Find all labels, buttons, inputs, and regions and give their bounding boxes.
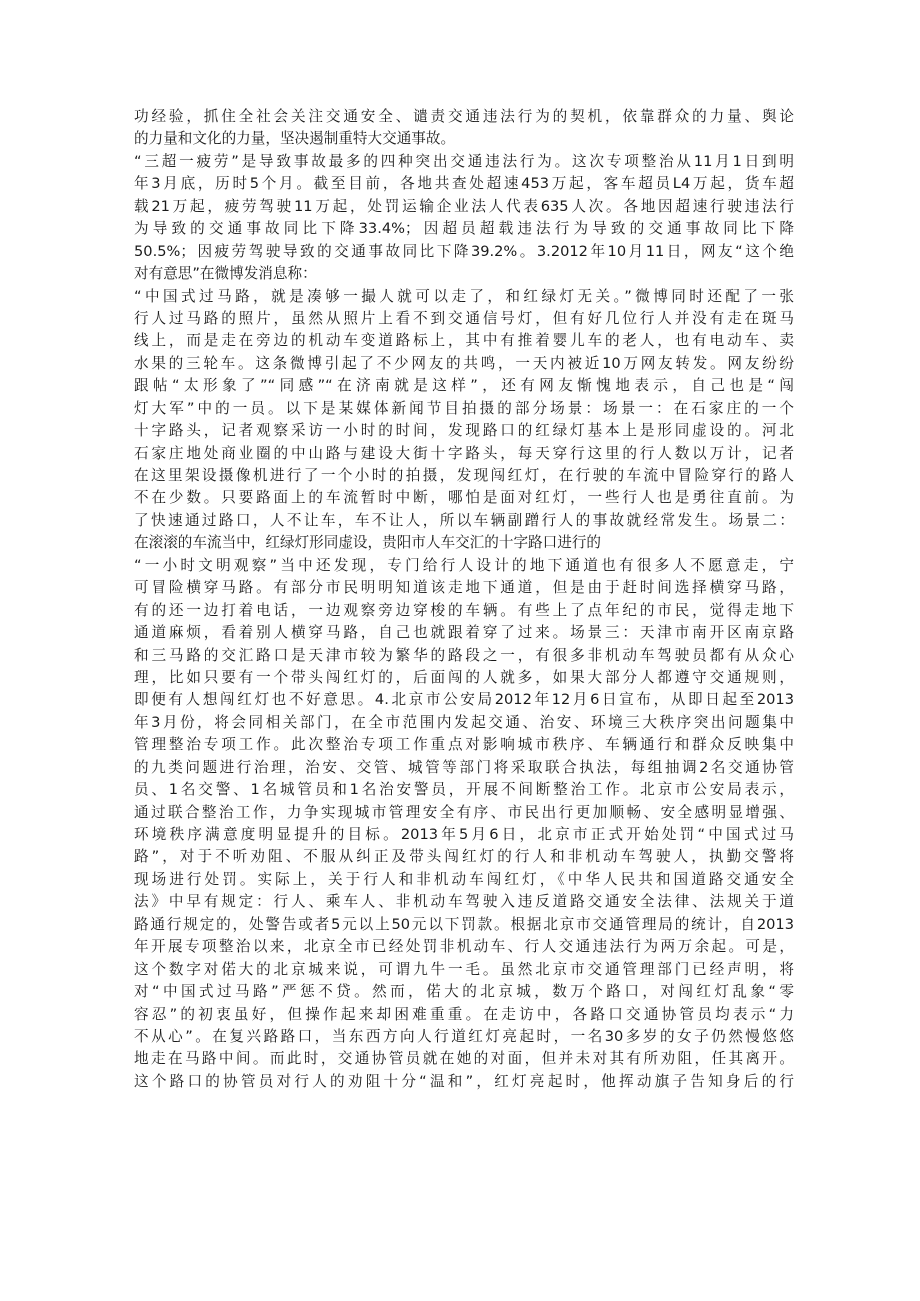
text-line: 和三马路的交汇路口是天津市较为繁华的路段之一，有很多非机动车驾驶员都有从众心: [134, 646, 794, 664]
text-line: 不从心”。在复兴路路口，当东西方向人行道红灯亮起时，一名30多岁的女子仍然慢悠悠: [134, 1027, 794, 1045]
text-line: 载21万起，疲劳驾驶11万起，处罚运输企业法人代表635人次。各地因超速行驶违法行: [134, 197, 794, 215]
text-line: 可冒险横穿马路。有部分市民明明知道该走地下通道，但是由于赶时间选择横穿马路，: [134, 579, 794, 597]
text-line: 年开展专项整治以来，北京全市已经处罚非机动车、行人交通违法行为两万余起。可是，: [134, 938, 794, 956]
text-line: 地走在马路中间。而此时，交通协管员就在她的对面，但并未对其有所劝阻，任其离开。: [134, 1050, 794, 1068]
text-line: 的九类问题进行治理，治安、交管、城管等部门将采取联合执法，每组抽调2名交通协管: [134, 758, 794, 776]
text-line: 法》中早有规定：行人、乘车人、非机动车驾驶入违反道路交通安全法律、法规关于道: [134, 893, 794, 911]
text-line: 50.5%；因疲劳驾驶导致的交通事故同比下降39.2%。3.2012年10月11日，网友“这个绝: [134, 242, 794, 260]
text-line: “一小时文明观察”当中还发现，专门给行人设计的地下通道也有很多人不愿意走，宁: [134, 556, 794, 574]
text-line: 在这里架设摄像机进行了一个小时的拍摄，发现闯红灯，在行驶的车流中冒险穿行的路人: [134, 467, 794, 484]
text-line: “中国式过马路，就是凑够一撮人就可以走了，和红绿灯无关。”微博同时还配了一张: [134, 287, 794, 305]
text-line: 为导致的交通事故同比下降33.4%；因超员超载违法行为导致的交通事故同比下降: [134, 220, 794, 238]
text-line: 年3月份，将会同相关部门，在全市范围内发起交通、治安、环境三大秩序突出问题集中: [134, 713, 794, 731]
text-line: 石家庄地处商业圈的中山路与建设大街十字路头，每天穿行这里的行人数以万计，记者: [134, 444, 794, 462]
text-line: 功经验，抓住全社会关注交通安全、谴责交通违法行为的契机，依靠群众的力量、舆论: [134, 108, 794, 125]
text-line: 现场进行处罚。实际上，关于行人和非机动车闯红灯，《中华人民共和国道路交通安全: [134, 870, 794, 888]
text-line: 员、1名交警、1名城管员和1名治安警员，开展不间断整治工作。北京市公安局表示，: [134, 781, 794, 799]
text-line: 对有意思”在微博发消息称：: [134, 265, 317, 283]
text-line: 在滚滚的车流当中，红绿灯形同虚设，贵阳市人车交汇的十字路口进行的: [134, 534, 602, 552]
text-line: 通道麻烦，看着别人横穿马路，自己也就跟着穿了过来。场景三：天津市南开区南京路: [134, 624, 794, 642]
text-line: 灯大军”中的一员。以下是某媒体新闻节目拍摄的部分场景：场景一：在石家庄的一个: [134, 399, 794, 417]
text-line: 十字路头，记者观察采访一小时的时间，发现路口的红绿灯基本上是形同虚设的。河北: [134, 422, 794, 440]
text-line: 了快速通过路口，人不让车，车不让人，所以车辆副蹭行人的事故就经常发生。场景二：: [134, 511, 794, 529]
text-line: 路通行规定的，处警告或者5元以上50元以下罚款。根据北京市交通管理局的统计，自2013: [134, 915, 794, 933]
text-line: 路”，对于不听劝阻、不服从纠正及带头闯红灯的行人和非机动车驾驶人，执勤交警将: [134, 848, 794, 866]
text-line: “三超一疲劳”是导致事故最多的四种突出交通违法行为。这次专项整治从11月1日到明: [134, 152, 794, 170]
text-line: 环境秩序满意度明显提升的目标。2013年5月6日，北京市正式开始处罚“中国式过马: [134, 826, 794, 843]
text-line: 这个数字对偌大的北京城来说，可谓九牛一毛。虽然北京市交通管理部门已经声明，将: [134, 960, 794, 978]
text-line: 理，比如只要有一个带头闯红灯的，后面闯的人就多，如果大部分人都遵守交通规则，: [134, 668, 794, 686]
text-line: 对“中国式过马路”严惩不贷。然而，偌大的北京城，数万个路口，对闯红灯乱象“零: [134, 983, 794, 1001]
text-line: 这个路口的协管员对行人的劝阻十分“温和”，红灯亮起时，他挥动旗子告知身后的行: [134, 1072, 794, 1090]
text-line: 有的还一边打着电话，一边观察旁边穿梭的车辆。有些上了点年纪的市民，觉得走地下: [134, 601, 794, 619]
text-line: 行人过马路的照片，虽然从照片上看不到交通信号灯，但有好几位行人并没有走在斑马: [134, 309, 794, 327]
text-line: 线上，而是走在旁边的机动车变道路标上，其中有推着婴儿车的老人，也有电动车、卖: [134, 332, 794, 350]
text-line: 容忍”的初衷虽好，但操作起来却困难重重。在走访中，各路口交通协管员均表示“力: [134, 1005, 794, 1023]
body-text: [134, 106, 794, 1093]
text-line: 管理整治专项工作。此次整治专项工作重点对影响城市秩序、车辆通行和群众反映集中: [134, 736, 794, 754]
text-line: 通过联合整治工作，力争实现城市管理安全有序、市民出行更加顺畅、安全感明显增强、: [134, 803, 794, 821]
text-line: 的力量和文化的力量，坚决遏制重特大交通事故。: [134, 130, 456, 148]
text-line: 水果的三轮车。这条微博引起了不少网友的共鸣，一天内被近10万网友转发。网友纷纷: [134, 354, 794, 372]
text-line: 跟帖“太形象了”“同感”“在济南就是这样”，还有网友惭愧地表示，自己也是“闯: [134, 377, 794, 395]
text-line: 即便有人想闯红灯也不好意思。4.北京市公安局2012年12月6日宣布，从即日起至2013: [134, 691, 794, 709]
text-line: 不在少数。只要路面上的车流暂时中断，哪怕是面对红灯，一些行人也是勇往直前。为: [134, 489, 794, 507]
text-line: 年3月底，历时5个月。截至目前，各地共查处超速453万起，客车超员L4万起，货车超: [134, 175, 794, 193]
